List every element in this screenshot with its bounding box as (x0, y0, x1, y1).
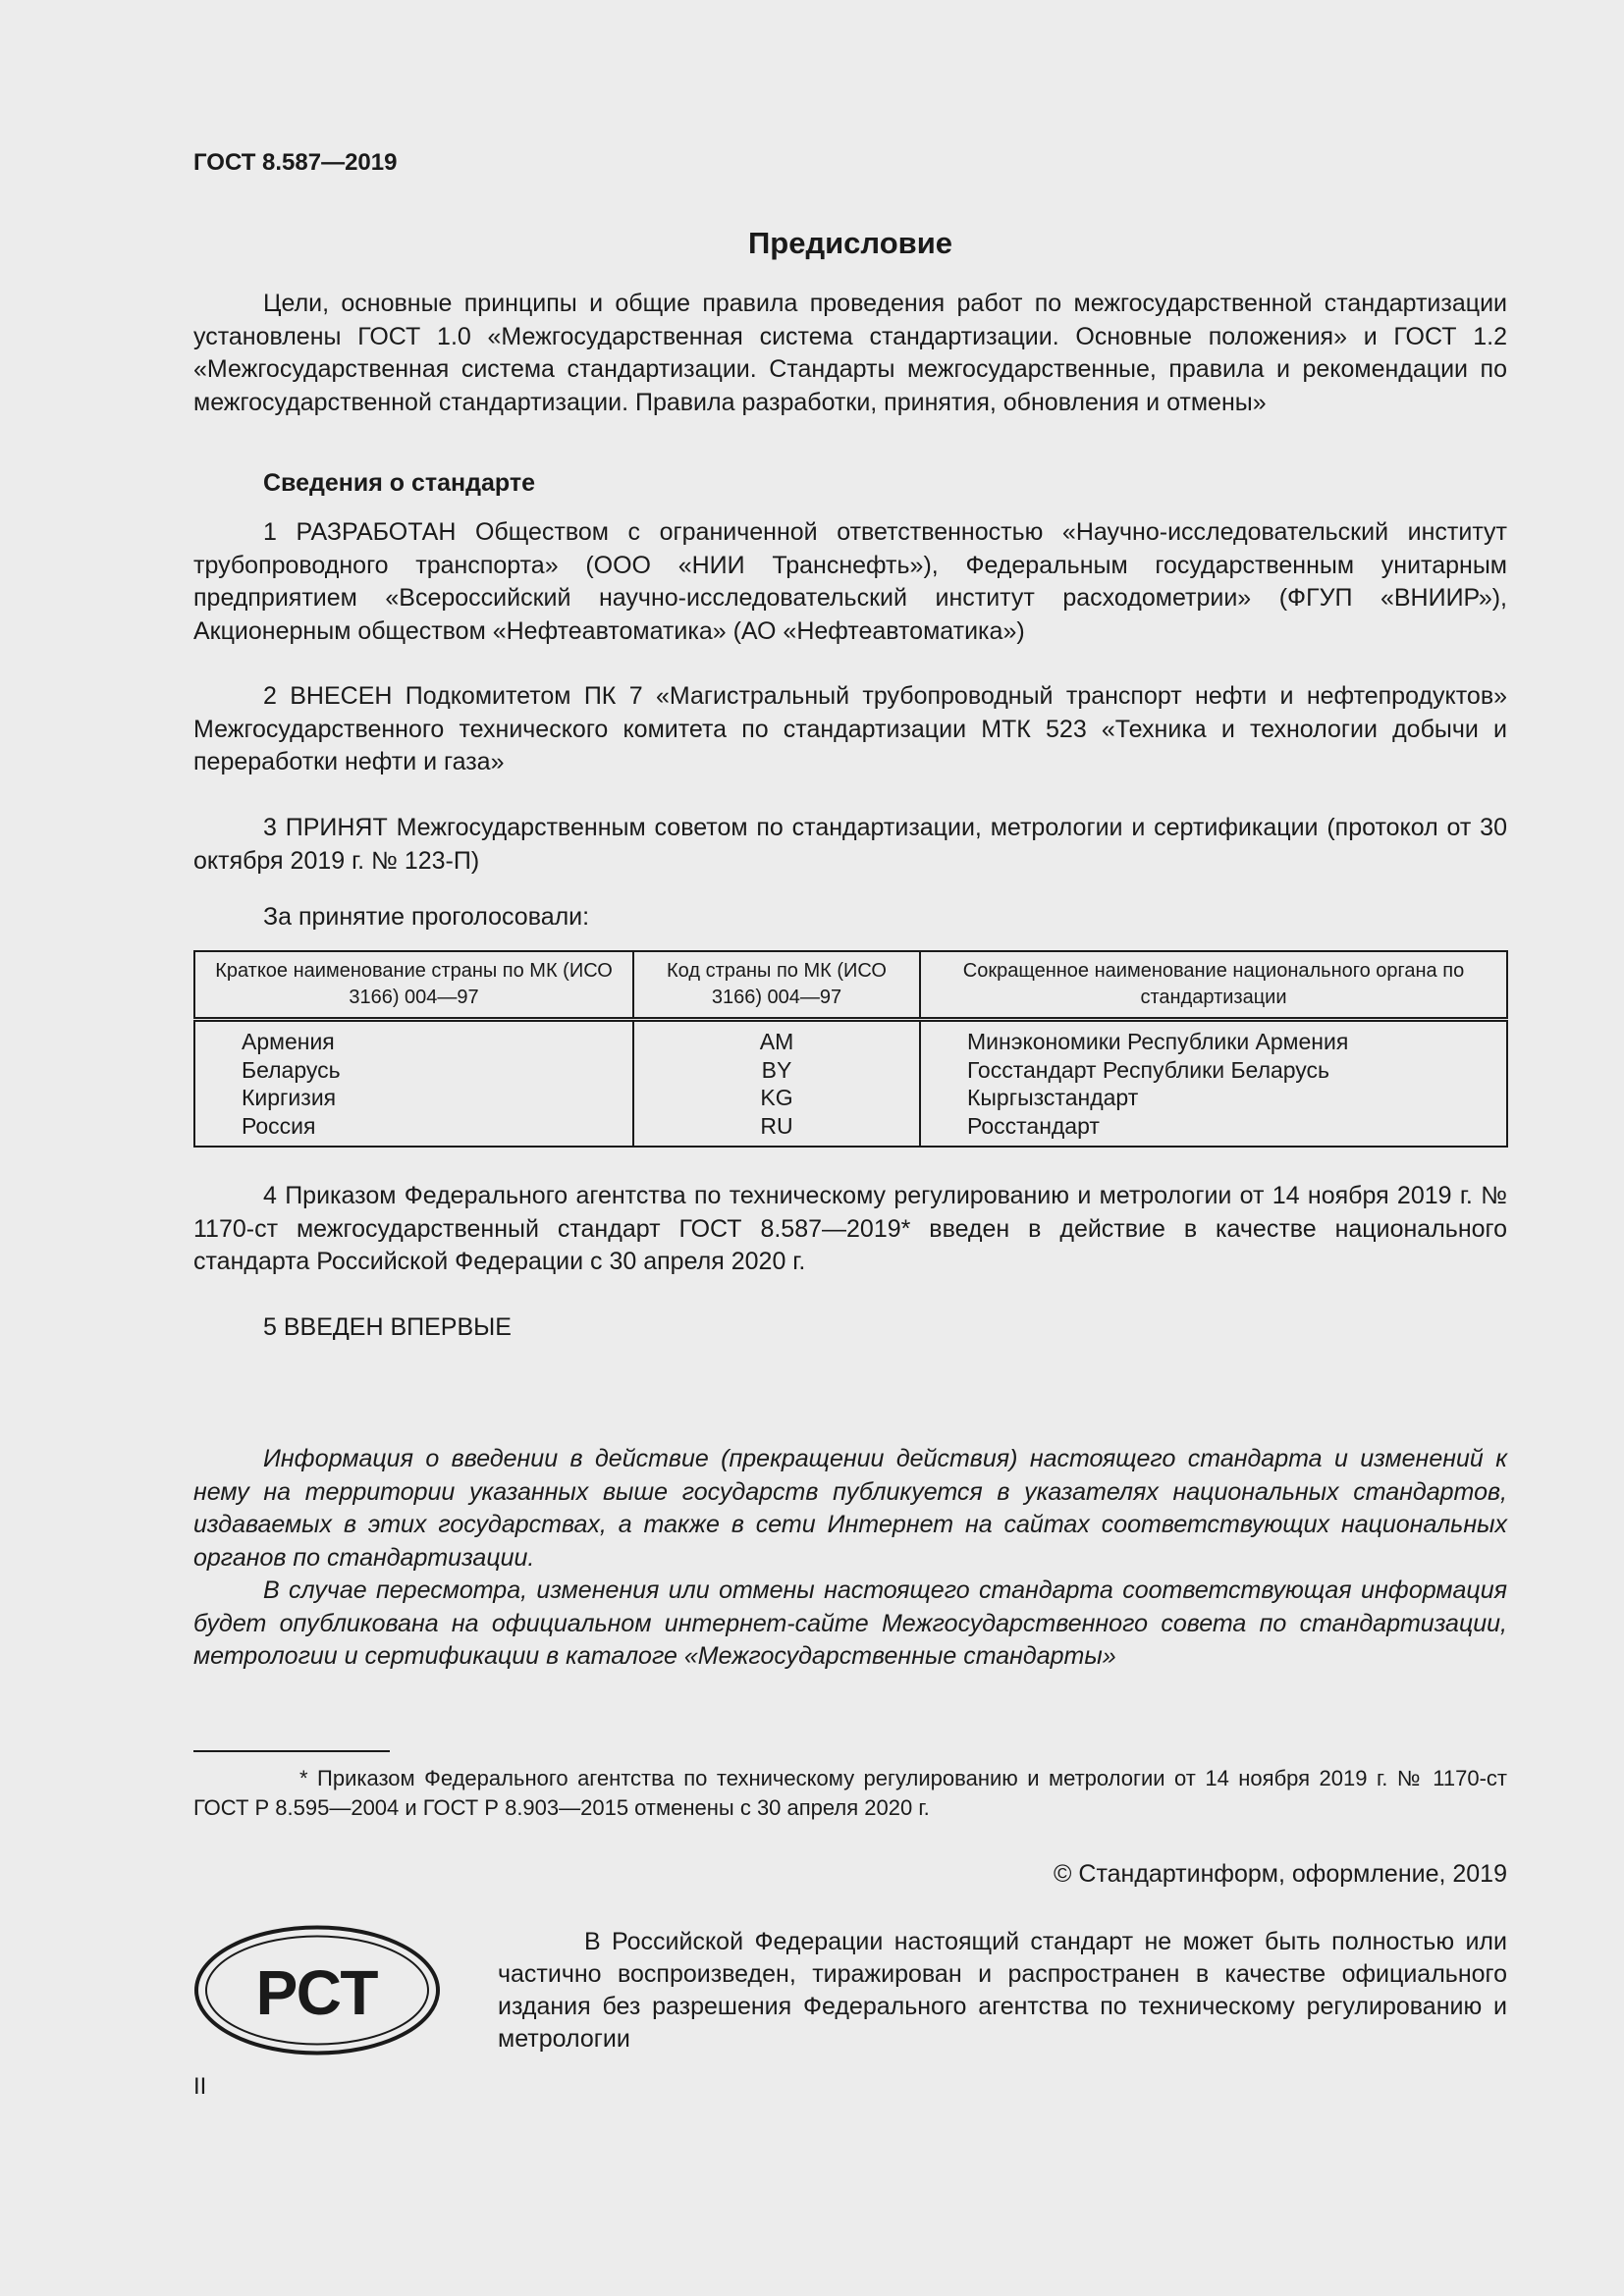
rst-mark-logo (193, 1924, 441, 2056)
voted-label: За принятие проголосовали: (263, 903, 590, 931)
code-cell: AM (759, 1029, 794, 1054)
footnote: * Приказом Федерального агентства по техническому регулированию и метрологии от 14 ноября 2019 г. № 1170-ст ГОСТ Р 8.595—2004 и ГОСТ Р 8.903—2015 отменены с 30 апреля 2020 г. (193, 1766, 1507, 1820)
copyright: © Стандартинформ, оформление, 2019 (1054, 1860, 1507, 1888)
table-header-country: Краткое наименование страны по МК (ИСО 3166) 004—97 (194, 951, 633, 1020)
item-introduced: 2 ВНЕСЕН Подкомитетом ПК 7 «Магистральный трубопроводный транспорт нефти и нефтепродуктов» Межгосударственного технического комитета по стандартизации МТК 523 «Техника и технологии добычи и переработки нефти и газа» (193, 682, 1507, 775)
body-column (920, 1020, 1507, 1148)
document-page (193, 0, 1507, 2296)
country-cell: Беларусь (242, 1056, 341, 1083)
item-first-time: 5 ВВЕДЕН ВПЕРВЫЕ (263, 1313, 512, 1341)
intro-paragraph: Цели, основные принципы и общие правила проведения работ по межгосударственной стандартизации установлены ГОСТ 1.0 «Межгосударственная система стандартизации. Основные положения» и ГОСТ 1.2 «Межгосударственная система стандартизации. Стандарты межгосударственные, правила и рекомендации по межгосударственной стандартизации. Правила разработки, принятия, обновления и отмены» (193, 290, 1507, 416)
document-number-header: ГОСТ 8.587—2019 (193, 149, 398, 176)
item-developed: 1 РАЗРАБОТАН Обществом с ограниченной ответственностью «Научно-исследовательский институт трубопроводного транспорта» (ООО «НИИ Транснефть»), Федеральным государственным унитарным предприятием «Всероссийский научно-исследовательский институт расходометрии» (ФГУП «ВНИИР»), Акционерным обществом «Нефтеавтоматика» (АО «Нефтеавтоматика») (193, 518, 1507, 645)
body-cell: Кыргызстандарт (967, 1085, 1139, 1110)
country-cell: Армения (242, 1029, 335, 1054)
logo-text: РСТ (255, 1957, 379, 2028)
table-header-row (194, 951, 1507, 1020)
body-cell: Госстандарт Республики Беларусь (967, 1056, 1330, 1083)
country-cell: Россия (242, 1112, 316, 1139)
code-column (633, 1020, 920, 1148)
reproduction-notice: В Российской Федерации настоящий стандарт не может быть полностью или частично воспроизведен, тиражирован и распространен в качестве официального издания без разрешения Федерального агентства по техническому регулированию и метрологии (498, 1928, 1507, 2053)
code-cell: RU (760, 1112, 793, 1139)
page-title: Предисловие (747, 226, 952, 260)
page-number: II (193, 2073, 207, 2100)
footnote-separator (193, 1750, 390, 1752)
item-enacted: 4 Приказом Федерального агентства по техническому регулированию и метрологии от 14 ноября 2019 г. № 1170-ст межгосударственный стандарт ГОСТ 8.587—2019* введен в действие в качестве национального стандарта Российской Федерации с 30 апреля 2020 г. (193, 1182, 1507, 1275)
code-cell: BY (761, 1056, 792, 1083)
item-adopted: 3 ПРИНЯТ Межгосударственным советом по стандартизации, метрологии и сертификации (протокол от 30 октября 2019 г. № 123-П) (193, 814, 1507, 875)
table-header-code: Код страны по МК (ИСО 3166) 004—97 (633, 951, 920, 1020)
body-cell: Минэкономики Республики Армения (967, 1029, 1349, 1054)
table-header-body: Сокращенное наименование национального органа по стандартизации (920, 951, 1507, 1020)
info-heading: Сведения о стандарте (263, 469, 536, 497)
code-cell: KG (760, 1085, 793, 1110)
country-cell: Киргизия (242, 1085, 337, 1110)
table-row (194, 1020, 1507, 1148)
info-notice-effect: Информация о введении в действие (прекращении действия) настоящего стандарта и изменений к нему на территории указанных выше государств публикуется в указателях национальных стандартов, издаваемых в этих государствах, а также в сети Интернет на сайтах соответствующих национальных органов по стандартизации. (193, 1445, 1507, 1572)
body-cell: Росстандарт (967, 1112, 1100, 1139)
voting-table (193, 950, 1508, 1148)
country-column (194, 1020, 633, 1148)
info-notice-revision: В случае пересмотра, изменения или отмены настоящего стандарта соответствующая информация будет опубликована на официальном интернет-сайте Межгосударственного совета по стандартизации, метрологии и сертификации в каталоге «Межгосударственные стандарты» (193, 1576, 1507, 1670)
